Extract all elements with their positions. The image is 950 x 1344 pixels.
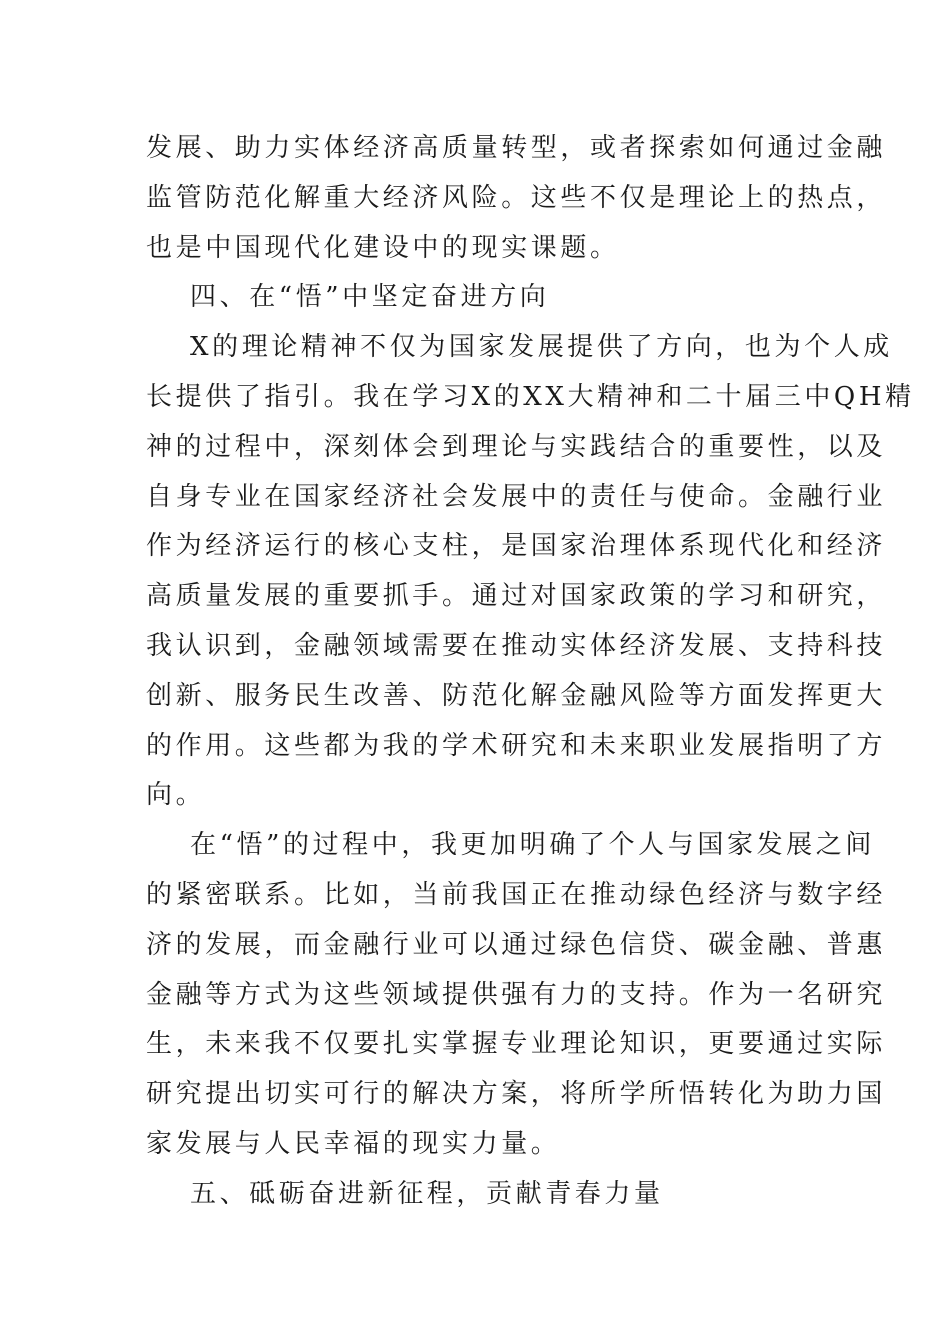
section-heading-4 (146, 273, 806, 323)
text-line: 长提供了指引。我在学习X的XX大精神和二十届三中QH精 (146, 381, 915, 412)
text-line: 作为经济运行的核心支柱，是国家治理体系现代化和经济 (146, 531, 887, 562)
text-line: 高质量发展的重要抓手。通过对国家政策的学习和研究， (146, 581, 887, 612)
heading-text: 五、砥砺奋进新征程，贡献青春力量 (190, 1178, 664, 1209)
document-body (146, 124, 915, 1220)
text-line: 也是中国现代化建设中的现实课题。 (146, 232, 620, 263)
text-line: 我认识到，金融领域需要在推动实体经济发展、支持科技 (146, 630, 887, 661)
text-line: X的理论精神不仅为国家发展提供了方向，也为个人成 (190, 332, 893, 363)
text-line: 的作用。这些都为我的学术研究和未来职业发展指明了方 (146, 730, 887, 761)
section-heading-5 (146, 1170, 806, 1220)
text-line: 生，未来我不仅要扎实掌握专业理论知识，更要通过实际 (146, 1029, 887, 1060)
text-line: 金融等方式为这些领域提供强有力的支持。作为一名研究 (146, 979, 887, 1010)
text-line: 济的发展，而金融行业可以通过绿色信贷、碳金融、普惠 (146, 929, 887, 960)
text-line: 监管防范化解重大经济风险。这些不仅是理论上的热点， (146, 182, 887, 213)
paragraph-theory-spirit (146, 323, 915, 821)
text-line: 向。 (146, 780, 206, 811)
text-line: 自身专业在国家经济社会发展中的责任与使命。金融行业 (146, 481, 887, 512)
paragraph-continuation (146, 124, 887, 273)
text-line: 研究提出切实可行的解决方案，将所学所悟转化为助力国 (146, 1079, 887, 1110)
text-line: 家发展与人民幸福的现实力量。 (146, 1128, 561, 1159)
text-line: 在“悟”的过程中，我更加明确了个人与国家发展之间 (190, 830, 875, 861)
text-line: 创新、服务民生改善、防范化解金融风险等方面发挥更大 (146, 680, 887, 711)
text-line: 神的过程中，深刻体会到理论与实践结合的重要性，以及 (146, 431, 887, 462)
text-line: 的紧密联系。比如，当前我国正在推动绿色经济与数字经 (146, 879, 887, 910)
paragraph-personal-national (146, 821, 887, 1170)
text-line: 发展、助力实体经济高质量转型，或者探索如何通过金融 (146, 133, 887, 163)
heading-text: 四、在“悟”中坚定奋进方向 (190, 282, 550, 313)
